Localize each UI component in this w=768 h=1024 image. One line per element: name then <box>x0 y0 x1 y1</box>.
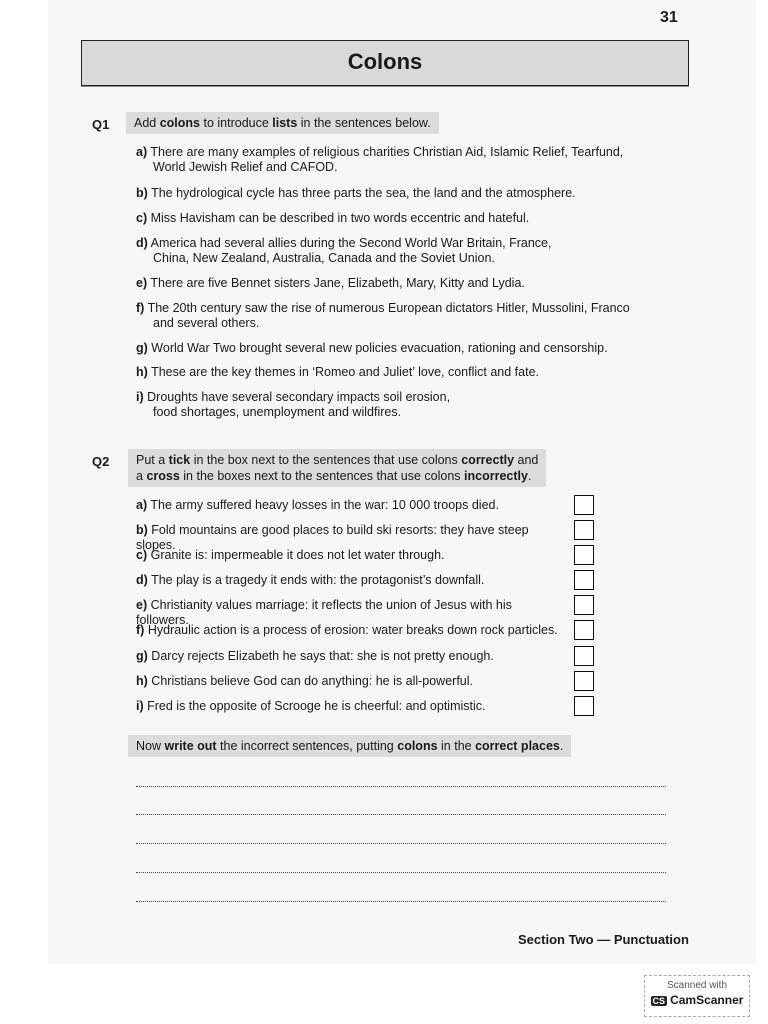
page-title: Colons <box>347 49 423 74</box>
q2-answer-box-h[interactable] <box>574 671 594 691</box>
q1-item-a <box>136 145 656 160</box>
q2-instr-part: and <box>514 453 539 467</box>
q2-instr-part: in the boxes next to the sentences that use colons <box>179 469 465 483</box>
item-text: There are many examples of religious charities Christian Aid, Islamic Relief, Tearfund, <box>150 145 624 159</box>
item-text: Fold mountains are good places to build ski resorts: they have steep slopes. <box>136 523 529 552</box>
q1-item-f-cont: and several others. <box>153 316 260 330</box>
write-instr-part: . <box>559 739 564 753</box>
q1-item-d <box>136 236 656 251</box>
item-label: g) <box>136 341 148 355</box>
answer-line[interactable] <box>136 900 666 902</box>
q1-instr-bold: lists <box>272 116 298 130</box>
title-banner <box>81 40 689 86</box>
q2-write-instruction <box>128 735 571 757</box>
answer-line[interactable] <box>136 842 666 844</box>
q1-instr-part: to introduce <box>200 116 273 130</box>
answer-line[interactable] <box>136 785 666 787</box>
q2-instr-bold: cross <box>146 469 180 483</box>
q1-item-i-cont: food shortages, unemployment and wildfires. <box>153 405 402 419</box>
q2-item-c <box>136 548 566 563</box>
item-label: i) <box>136 699 144 713</box>
item-label: a) <box>136 145 148 159</box>
q2-instr-part: a <box>136 469 147 483</box>
q2-instr-line2 <box>136 468 538 484</box>
item-text: Granite is: impermeable it does not let water through. <box>150 548 445 562</box>
q1-item-f <box>136 301 656 316</box>
q1-instruction <box>126 112 439 134</box>
q2-item-a <box>136 498 566 513</box>
q2-item-d <box>136 573 566 588</box>
q2-item-f <box>136 623 566 638</box>
q2-answer-box-a[interactable] <box>574 495 594 515</box>
q1-instr-part: in the sentences below. <box>297 116 431 130</box>
item-label: b) <box>136 186 148 200</box>
item-text: Darcy rejects Elizabeth he says that: she is not pretty enough. <box>151 649 494 663</box>
q2-instr-line1 <box>136 452 538 468</box>
answer-line[interactable] <box>136 813 666 815</box>
write-instr-bold: write out <box>164 739 217 753</box>
watermark-brand <box>645 993 749 1007</box>
q2-instr-bold: incorrectly <box>464 469 528 483</box>
write-instr-part: in the <box>437 739 476 753</box>
item-label: e) <box>136 598 148 612</box>
item-text: Christianity values marriage: it reflects the union of Jesus with his followers. <box>136 598 512 627</box>
write-instr-bold: colons <box>397 739 438 753</box>
q2-answer-box-c[interactable] <box>574 545 594 565</box>
item-text: These are the key themes in ‘Romeo and Juliet’ love, conflict and fate. <box>151 365 540 379</box>
item-label: e) <box>136 276 148 290</box>
q2-answer-box-i[interactable] <box>574 696 594 716</box>
item-text: The army suffered heavy losses in the war: 10 000 troops died. <box>150 498 499 512</box>
item-label: f) <box>136 623 145 637</box>
watermark-brand-name: CamScanner <box>670 993 744 1007</box>
q1-item-i <box>136 390 656 405</box>
write-instr-part: Now <box>136 739 165 753</box>
answer-line[interactable] <box>136 871 666 873</box>
q2-item-h <box>136 674 566 689</box>
camscanner-logo-icon: CS <box>652 996 666 1006</box>
item-label: b) <box>136 523 148 537</box>
item-label: a) <box>136 498 148 512</box>
write-instr-bold: correct places <box>475 739 560 753</box>
item-label: c) <box>136 548 148 562</box>
item-text: America had several allies during the Second World War Britain, France, <box>150 236 552 250</box>
item-text: Christians believe God can do anything: he is all-powerful. <box>151 674 474 688</box>
item-label: c) <box>136 211 148 225</box>
write-instr-part: the incorrect sentences, putting <box>216 739 398 753</box>
item-label: h) <box>136 674 148 688</box>
q1-item-g <box>136 341 656 356</box>
item-text: There are five Bennet sisters Jane, Elizabeth, Mary, Kitty and Lydia. <box>150 276 525 290</box>
page-number: 31 <box>660 9 678 26</box>
q2-instr-part: . <box>527 469 532 483</box>
item-label: f) <box>136 301 145 315</box>
q1-item-h <box>136 365 656 380</box>
q2-instruction <box>128 449 546 487</box>
item-text: The play is a tragedy it ends with: the protagonist’s downfall. <box>151 573 485 587</box>
item-text: Hydraulic action is a process of erosion: water breaks down rock particles. <box>147 623 558 637</box>
q2-instr-part: Put a <box>136 453 169 467</box>
item-label: h) <box>136 365 148 379</box>
camscanner-watermark <box>644 975 750 1017</box>
q2-instr-bold: correctly <box>461 453 515 467</box>
q1-item-c <box>136 211 656 226</box>
q2-item-g <box>136 649 566 664</box>
q1-item-b <box>136 186 656 201</box>
item-text: The hydrological cycle has three parts the sea, the land and the atmosphere. <box>151 186 576 200</box>
q2-item-i <box>136 699 566 714</box>
item-label: g) <box>136 649 148 663</box>
q1-instr-part: Add <box>134 116 160 130</box>
q2-answer-box-b[interactable] <box>574 520 594 540</box>
q1-item-a-cont: World Jewish Relief and CAFOD. <box>153 160 338 174</box>
section-footer: Section Two — Punctuation <box>518 932 689 947</box>
q1-number: Q1 <box>92 117 110 132</box>
q2-answer-box-e[interactable] <box>574 595 594 615</box>
q1-instr-bold: colons <box>159 116 201 130</box>
item-text: Droughts have several secondary impacts soil erosion, <box>147 390 451 404</box>
item-label: d) <box>136 236 148 250</box>
q2-instr-bold: tick <box>168 453 191 467</box>
q2-answer-box-g[interactable] <box>574 646 594 666</box>
q2-instr-part: in the box next to the sentences that use colons <box>190 453 462 467</box>
q2-answer-box-f[interactable] <box>574 620 594 640</box>
item-text: World War Two brought several new policies evacuation, rationing and censorship. <box>151 341 608 355</box>
item-label: d) <box>136 573 148 587</box>
item-text: Fred is the opposite of Scrooge he is cheerful: and optimistic. <box>147 699 486 713</box>
q1-item-d-cont: China, New Zealand, Australia, Canada and the Soviet Union. <box>153 251 495 265</box>
item-label: i) <box>136 390 144 404</box>
item-text: The 20th century saw the rise of numerous European dictators Hitler, Mussolini, Franco <box>147 301 630 315</box>
q2-number: Q2 <box>92 454 110 469</box>
item-text: Miss Havisham can be described in two words eccentric and hateful. <box>150 211 530 225</box>
q2-answer-box-d[interactable] <box>574 570 594 590</box>
q1-item-e <box>136 276 656 291</box>
watermark-caption: Scanned with <box>666 980 728 991</box>
